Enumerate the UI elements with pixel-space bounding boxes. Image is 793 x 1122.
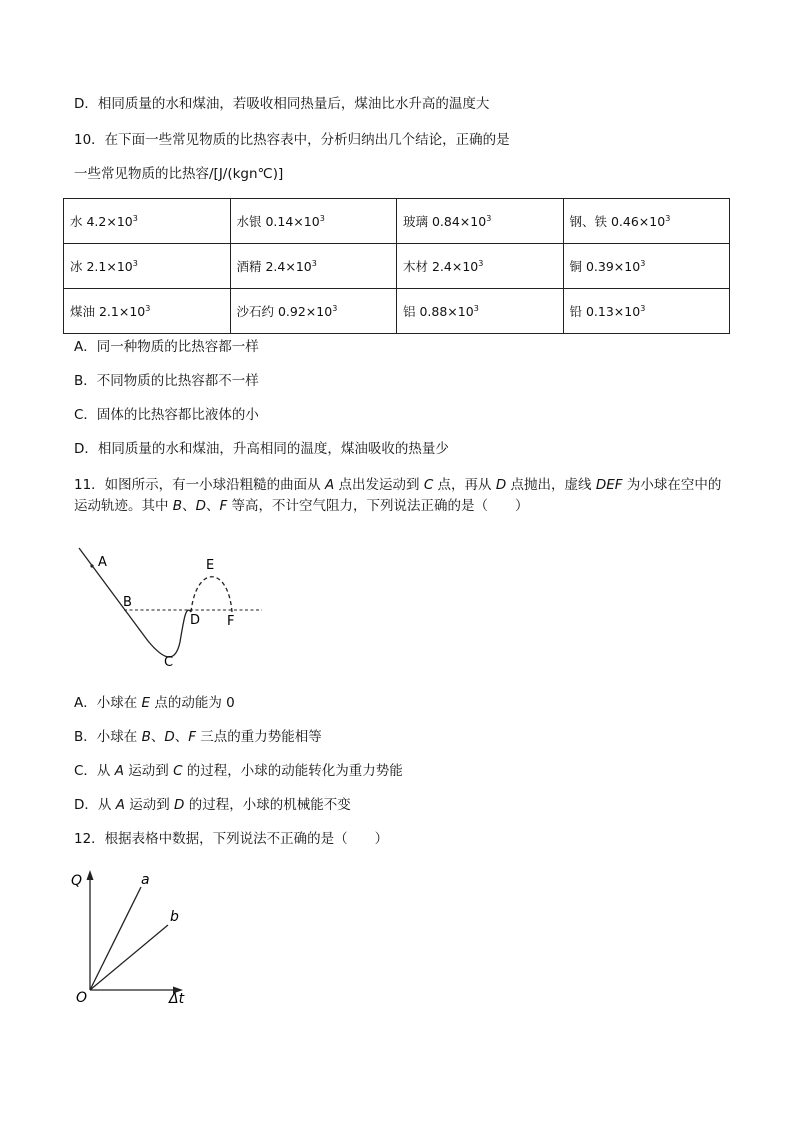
q12-stem: 12．根据表格中数据，下列说法不正确的是（ ）: [74, 831, 389, 847]
q9-option-d: D．相同质量的水和煤油，若吸收相同热量后，煤油比水升高的温度大: [74, 96, 490, 112]
q11-option-d: D．从 A 运动到 D 的过程，小球的机械能不变: [74, 797, 351, 813]
label-c: C: [164, 655, 174, 670]
table-cell: 水银 $0.14\times 10^3$: [230, 199, 397, 244]
q11-option-a: A．小球在 E 点的动能为 0: [74, 695, 235, 711]
q10-option-b: B．不同物质的比热容都不一样: [74, 373, 259, 389]
table-cell: 冰 $2.1\times 10^3$: [64, 244, 231, 289]
q11-option-c: C．从 A 运动到 C 的过程，小球的动能转化为重力势能: [74, 763, 403, 779]
q10-option-c: C．固体的比热容都比液体的小: [74, 407, 259, 423]
line-a: [90, 887, 141, 990]
table-cell: 木材 $2.4\times 10^3$: [397, 244, 564, 289]
q11-option-b: B．小球在 B、D、F 三点的重力势能相等: [74, 729, 322, 745]
q10-option-a: A．同一种物质的比热容都一样: [74, 339, 259, 355]
line-label-b: b: [170, 909, 179, 925]
line-label-a: a: [141, 872, 150, 888]
line-b: [90, 925, 168, 990]
table-cell: 煤油 $2.1\times 10^3$: [64, 289, 231, 334]
label-b: B: [123, 595, 132, 610]
axis-label-dt: Δt: [169, 991, 185, 1007]
table-cell: 玻璃 $0.84\times 10^3$: [397, 199, 564, 244]
table-cell: 沙石约 $0.92\times 10^3$: [230, 289, 397, 334]
ball-dot: [90, 564, 93, 567]
q10-option-d: D．相同质量的水和煤油，升高相同的温度，煤油吸收的热量少: [74, 441, 449, 457]
q10-stem: 10．在下面一些常见物质的比热容表中，分析归纳出几个结论，正确的是: [74, 132, 510, 148]
label-e: E: [206, 558, 215, 573]
axis-label-q: Q: [71, 873, 83, 889]
label-a: A: [98, 555, 107, 570]
table-cell: 铅 $0.13\times 10^3$: [563, 289, 730, 334]
trajectory-def: [191, 577, 232, 612]
table-cell: 酒精 $2.4\times 10^3$: [230, 244, 397, 289]
q10-table-caption: 一些常见物质的比热容/[J/(kgn℃)]: [74, 166, 284, 182]
label-d: D: [190, 613, 201, 628]
origin-label: O: [76, 990, 88, 1006]
rough-curve: [79, 548, 191, 657]
table-cell: 钢、铁 $0.46\times 10^3$: [563, 199, 730, 244]
y-axis-arrow: [87, 870, 94, 880]
q11-stem: 11．如图所示，有一小球沿粗糙的曲面从 A 点出发运动到 C 点，再从 D 点抛出，虚线 DEF 为小球在空中的运动轨迹。其中 B、D、F 等高，不计空气阻力，下列说法正确的是（ ）: [74, 477, 722, 514]
table-cell: 水 $4.2\times 10^3$: [64, 199, 231, 244]
table-cell: 铜 $0.39\times 10^3$: [563, 244, 730, 289]
label-f: F: [227, 614, 235, 629]
table-cell: 铝 $0.88\times 10^3$: [397, 289, 564, 334]
